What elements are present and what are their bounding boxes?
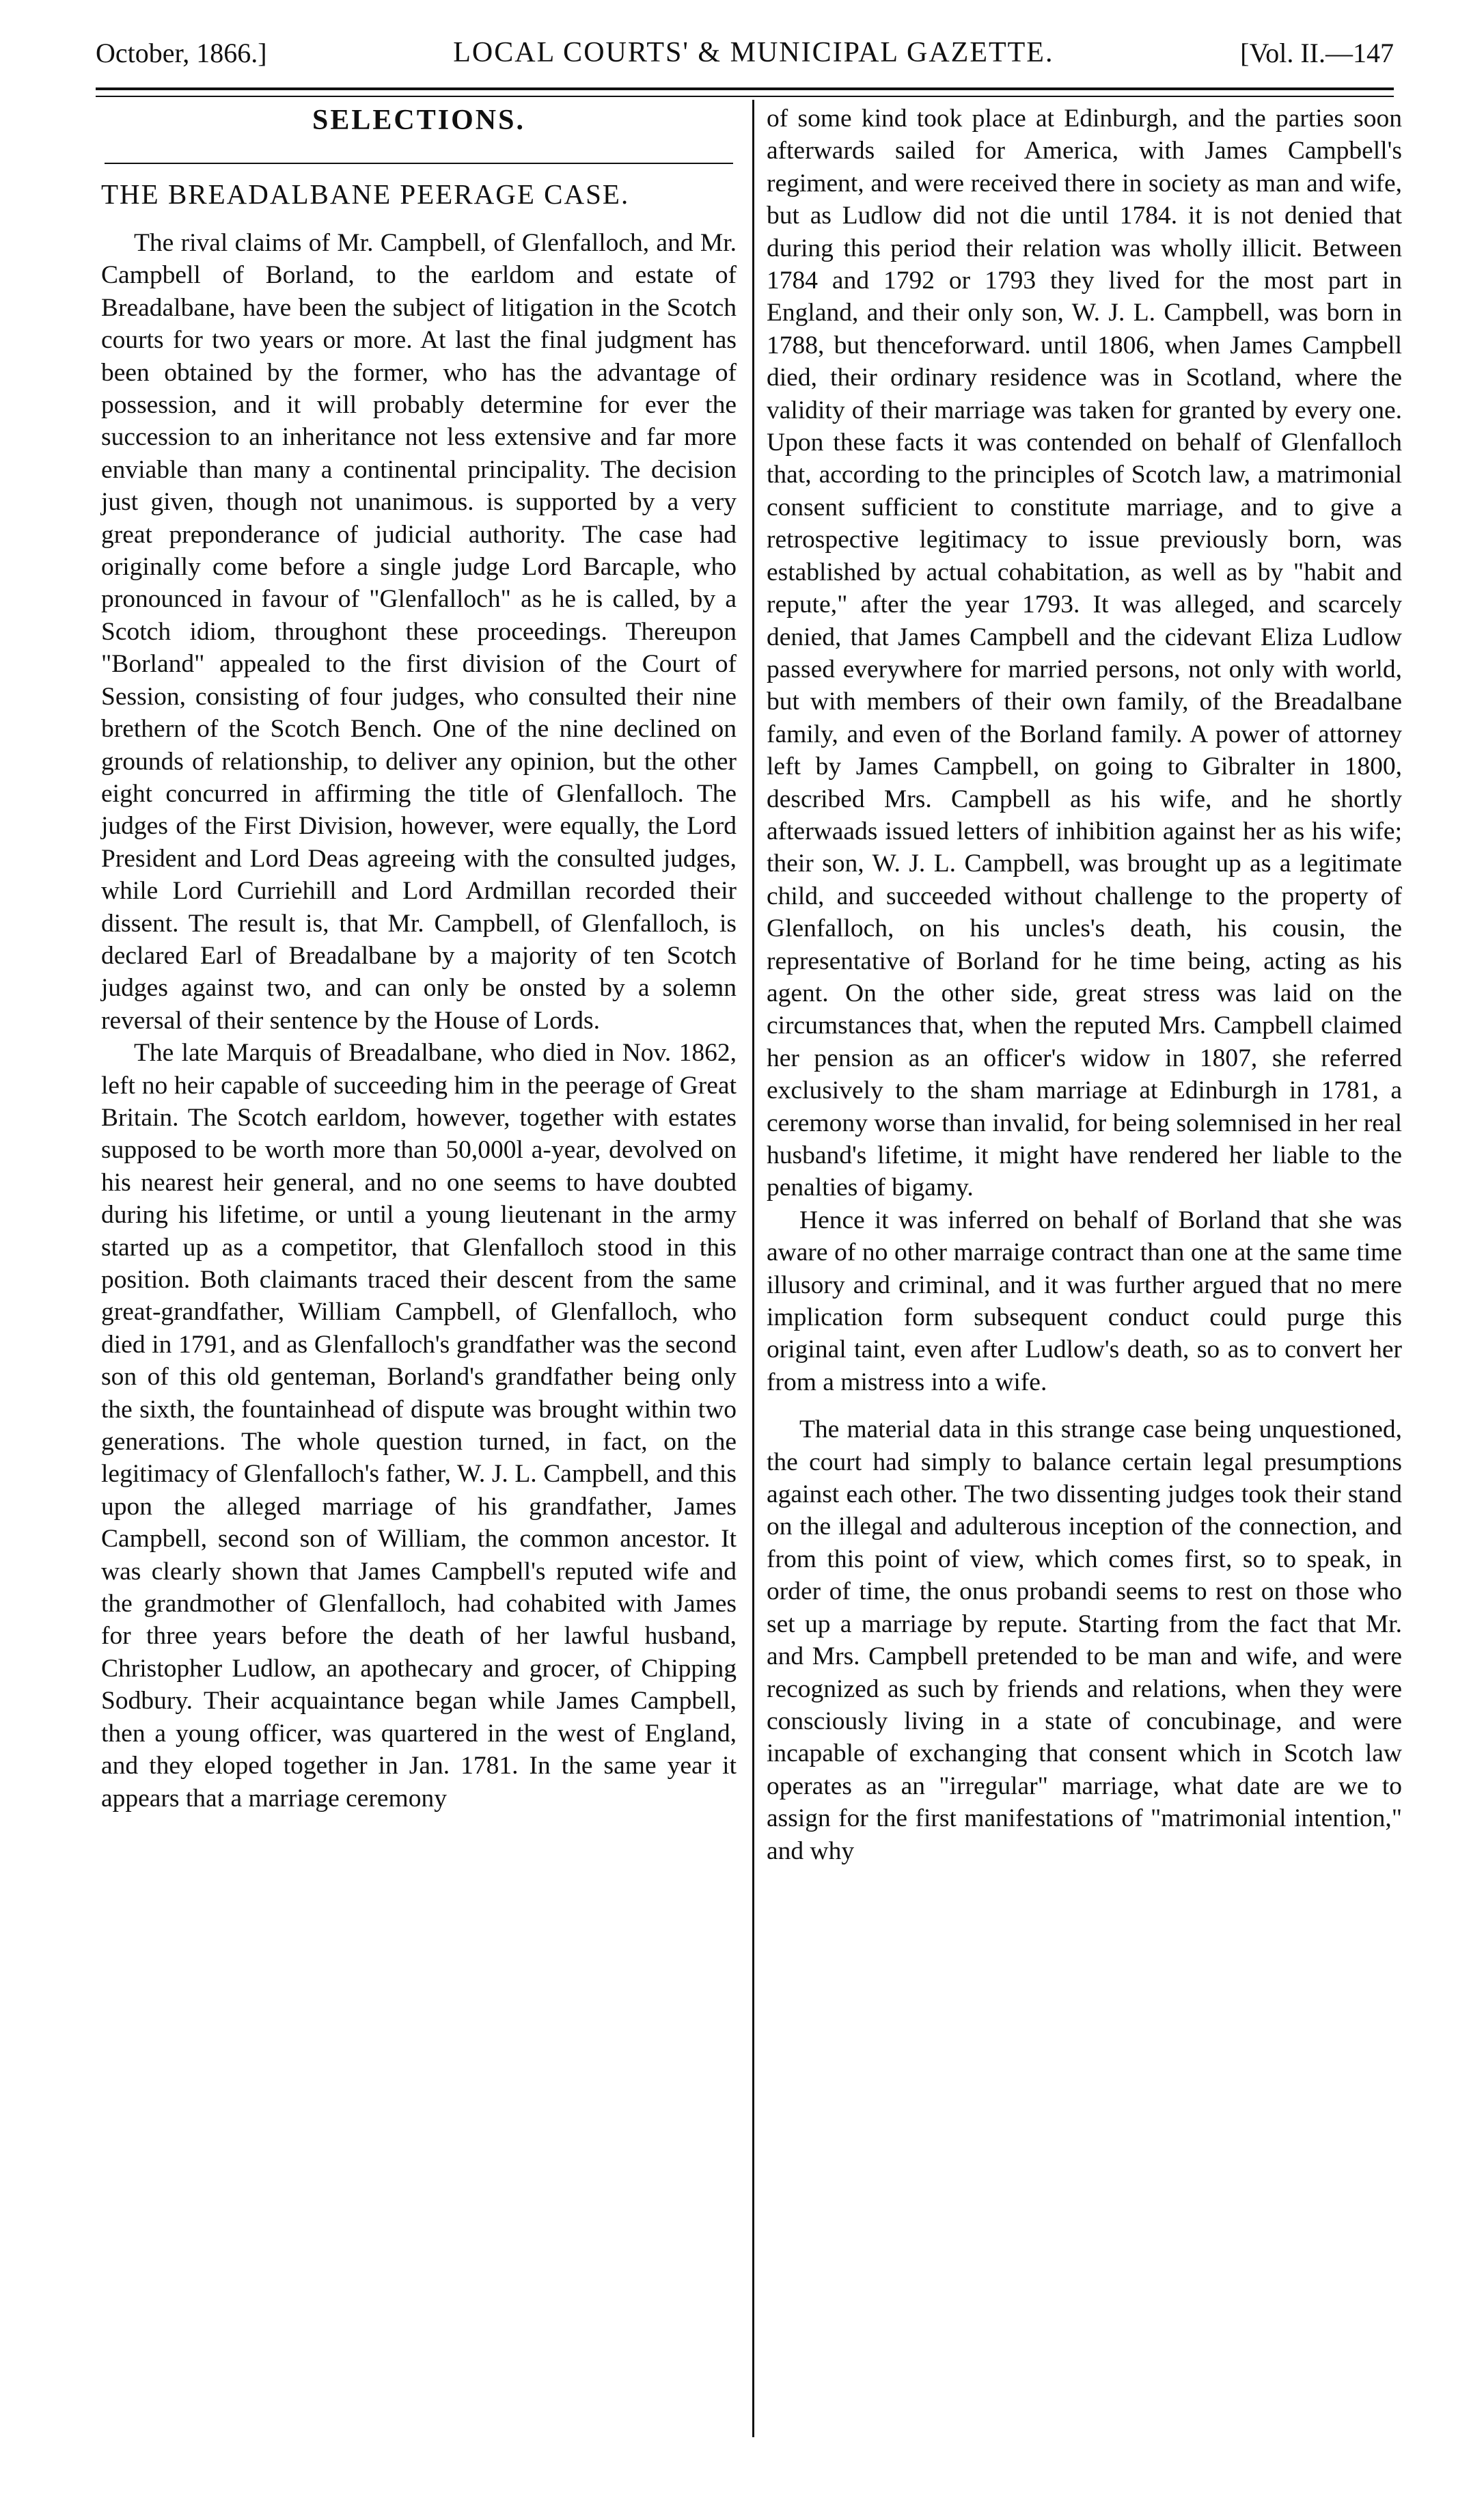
right-paragraph-3: The material data in this strange case being unquestioned, the court had simply to balance certain legal presumptions against each other. The two dissenting judges took their stand on the illegal and adulterous inception of the connection, and from this point of view, which comes first, so to speak, in order of time, the onus probandi seems to rest on those who set up a marriage by repute. Starting from the fact that Mr. and Mrs. Campbell pretended to be man and wife, and were recognized as such by friends and relations, when they were consciously living in a state of concubinage, and were incapable of exchanging that consent which in Scotch law operates as an "irregular" marriage, what date are we to assign for the first manifestations of "matrimonial intention," and why [767,1415,1402,1865]
left-paragraph-1: The rival claims of Mr. Campbell, of Glenfalloch, and Mr. Campbell of Borland, to the earldom and estate of Breadalbane, have been the subject of litigation in the Scotch courts for two years or more. At last the final judgment has been obtained by the former, who has the advantage of possession, and it will probably determine for ever the succession to an inheritance not less extensive and far more enviable than many a continental principality. The decision just given, though not unanimous. is supported by a very great preponderance of judicial authority. The case had originally come before a single judge Lord Barcaple, who pronounced in favour of "Glenfalloch" as he is called, by a Scotch idiom, throughont these proceedings. Thereupon "Borland" appealed to the first division of the Court of Session, consisting of four judges, who consulted their nine brethern of the Scotch Bench. One of the nine declined on grounds of relationship, to deliver any opinion, but the other eight concurred in affirming the title of Glenfalloch. The judges of the First Division, however, were equally, the Lord President and Lord Deas agreeing with the consulted judges, while Lord Curriehill and Lord Ardmillan recorded their dissent. The result is, that Mr. Campbell, of Glenfalloch, is declared Earl of Breadalbane by a majority of ten Scotch judges against two, and can only be onsted by a solemn reversal of their sentence by the House of Lords. [101,229,737,1035]
header-title: LOCAL COURTS' & MUNICIPAL GAZETTE. [453,37,1054,68]
page-header [96,29,1394,77]
right-paragraph-1: of some kind took place at Edinburgh, and the parties soon afterwards sailed for America, with James Campbell's regiment, and were received there in society as man and wife, but as Ludlow did not die until 1784. it is not denied that during this period their relation was wholly illicit. Between 1784 and 1792 or 1793 they lived for the most part in England, and their only son, W. J. L. Campbell, was born in 1788, but thenceforward. until 1806, when James Campbell died, their ordinary residence was in Scotland, where the validity of their marriage was taken for granted by every one. Upon these facts it was contended on behalf of Glenfalloch that, according to the principles of Scotch law, a matrimonial consent sufficient to constitute marriage, and to give a retrospective legitimacy to issue previously born, was established by actual cohabitation, as well as by "habit and repute," after the year 1793. It was alleged, and scarcely denied, that James Campbell and the cidevant Eliza Ludlow passed everywhere for married persons, not only with world, but with members of their own family, of the Breadalbane family, and even of the Borland family. A power of attorney left by James Campbell, on going to Gibralter in 1800, described Mrs. Campbell as his wife, and he shortly afterwaads issued letters of inhibition against her as his wife; their son, W. J. L. Campbell, was brought up as a legitimate child, and succeeded without challenge to the property of Glenfalloch, on his uncles's death, his cousin, the representative of Borland for he time being, acting as his agent. On the other side, great stress was laid on the circumstances that, when the reputed Mrs. Campbell claimed her pension as an officer's widow in 1807, she referred exclusively to the sham marriage at Edinburgh in 1781, a ceremony worse than invalid, for being solemnised in her real husband's lifetime, it might have rendered her liable to the penalties of bigamy. [767,105,1402,1202]
article-title: THE BREADALBANE PEERAGE CASE. [101,178,630,210]
right-paragraph-2: Hence it was inferred on behalf of Borland that she was aware of no other marraige contract than one at the same time illusory and criminal, and it was further argued that no mere implication form subsequent conduct could purge this original taint, even after Ludlow's death, so as to convert her from a mistress into a wife. [767,1206,1402,1396]
column-divider [752,100,754,2437]
right-column [767,103,1402,1867]
left-paragraph-2: The late Marquis of Breadalbane, who died in Nov. 1862, left no heir capable of succeeding him in the peerage of Great Britain. The Scotch earldom, however, together with estates supposed to be worth more than 50,000l a-year, devolved on his nearest heir general, and no one seems to have doubted during his lifetime, or until a young lieutenant in the army started up as a competitor, that Glenfalloch stood in this position. Both claimants traced their descent from the same great-grandfather, William Campbell, of Glenfalloch, who died in 1791, and as Glenfalloch's grandfather was the second son of this old genteman, Borland's grandfather being only the sixth, the fountainhead of dispute was brought within two generations. The whole question turned, in fact, on the legitimacy of Glenfalloch's father, W. J. L. Campbell, and this upon the alleged marriage of his grandfather, James Campbell, second son of William, the common ancestor. It was clearly shown that James Campbell's reputed wife and the grandmother of Glenfalloch, had cohabited with James for three years before the death of her lawful husband, Christopher Ludlow, an apothecary and grocer, of Chipping Sodbury. Their acquaintance began while James Campbell, then a young officer, was quartered in the west of England, and they eloped together in Jan. 1781. In the same year it appears that a marriage ceremony [101,1039,737,1813]
header-date: October, 1866.] [96,37,267,68]
header-rule-thick [96,87,1394,90]
left-column [101,103,737,1815]
section-heading: SELECTIONS. [312,105,525,136]
section-rule [105,163,733,164]
header-volume: [Vol. II.—147 [1240,37,1394,68]
header-rule-thin [96,96,1394,97]
